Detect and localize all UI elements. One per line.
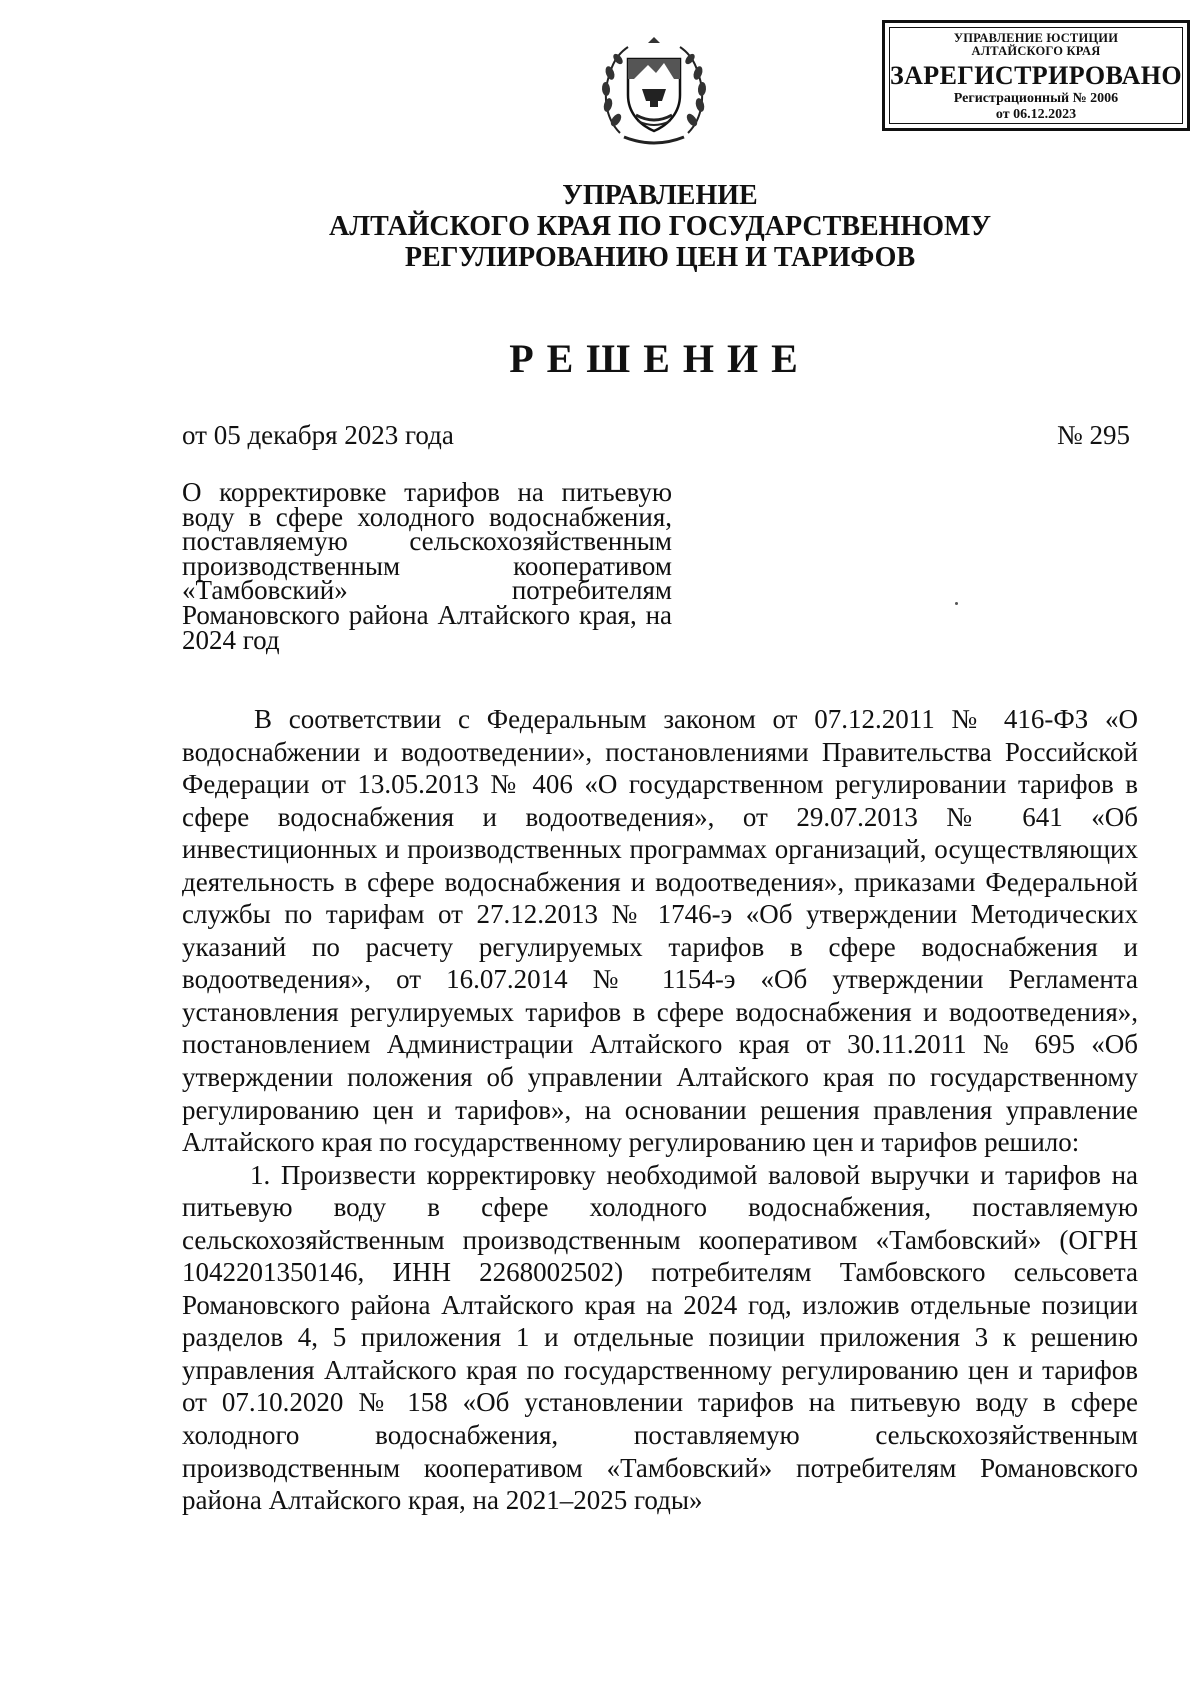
document-subject: О корректировке тарифов на питьевую воду в сфере холодного водоснабжения, поставляемую сельскохозяйственным производственным кооперативом «Тамбовский» потребителям Романовского района Алтайского края, на 2024 год xyxy=(182,477,672,655)
coat-of-arms-icon xyxy=(598,33,710,147)
document-number: № 295 xyxy=(1056,420,1130,450)
stamp-status: ЗАРЕГИСТРИРОВАНО xyxy=(890,61,1182,90)
clause-1-paragraph: 1. Произвести корректировку необходимой валовой выручки и тарифов на питьевую воду в сфере холодного водоснабжения, поставляемую сельскохозяйственным производственным кооперативом «Тамбовский» (ОГРН 1042201350146, ИНН 2268002502) потребителям Тамбовского сельсовета Романовского района Алтайского края на 2024 год, изложив отдельные позиции разделов 4, 5 приложения 1 и отдельные позиции приложения 3 к решению управления Алтайского края по государственному регулированию цен и тарифов от 07.10.2020 № 158 «Об установлении тарифов на питьевую воду в сфере холодного водоснабжения, поставляемую сельскохозяйственным производственным кооперативом «Тамбовский» потребителям Романовского района Алтайского края, на 2021–2025 годы» xyxy=(182,1159,1138,1516)
org-line-1: УПРАВЛЕНИЕ xyxy=(562,180,758,211)
document-date: от 05 декабря 2023 года xyxy=(182,420,454,450)
registration-stamp xyxy=(882,20,1190,131)
document-body xyxy=(182,703,1138,1517)
stamp-org: УПРАВЛЕНИЕ ЮСТИЦИИ АЛТАЙСКОГО КРАЯ xyxy=(953,31,1119,58)
document-type: РЕШЕНИЕ xyxy=(509,336,811,381)
issuing-authority xyxy=(300,180,1020,273)
org-line-2: АЛТАЙСКОГО КРАЯ ПО ГОСУДАРСТВЕННОМУ xyxy=(329,211,991,242)
preamble-paragraph: В соответствии с Федеральным законом от 07.12.2011 № 416-ФЗ «О водоснабжении и водоотведении», постановлениями Правительства Российской Федерации от 13.05.2013 № 406 «О государственном регулировании тарифов в сфере водоснабжения и водоотведения», от 29.07.2013 № 641 «Об инвестиционных и производственных программах организаций, осуществляющих деятельность в сфере водоснабжения и водоотведения», приказами Федеральной службы по тарифам от 27.12.2013 № 1746-э «Об утверждении Методических указаний по расчету регулируемых тарифов в сфере водоснабжения и водоотведения», от 16.07.2014 № 1154-э «Об утверждении Регламента установления регулируемых тарифов в сфере водоснабжения и водоотведения», постановлением Администрации Алтайского края от 30.11.2011 № 695 «Об утверждении положения об управлении Алтайского края по государственному регулированию цен и тарифов», на основании решения правления управление Алтайского края по государственному регулированию цен и тарифов решило: xyxy=(182,704,1138,1158)
stamp-reg-date: от 06.12.2023 xyxy=(995,107,1077,122)
scan-speck xyxy=(955,602,958,605)
org-line-3: РЕГУЛИРОВАНИЮ ЦЕН И ТАРИФОВ xyxy=(404,242,916,273)
stamp-reg-number: Регистрационный № 2006 xyxy=(953,91,1119,106)
